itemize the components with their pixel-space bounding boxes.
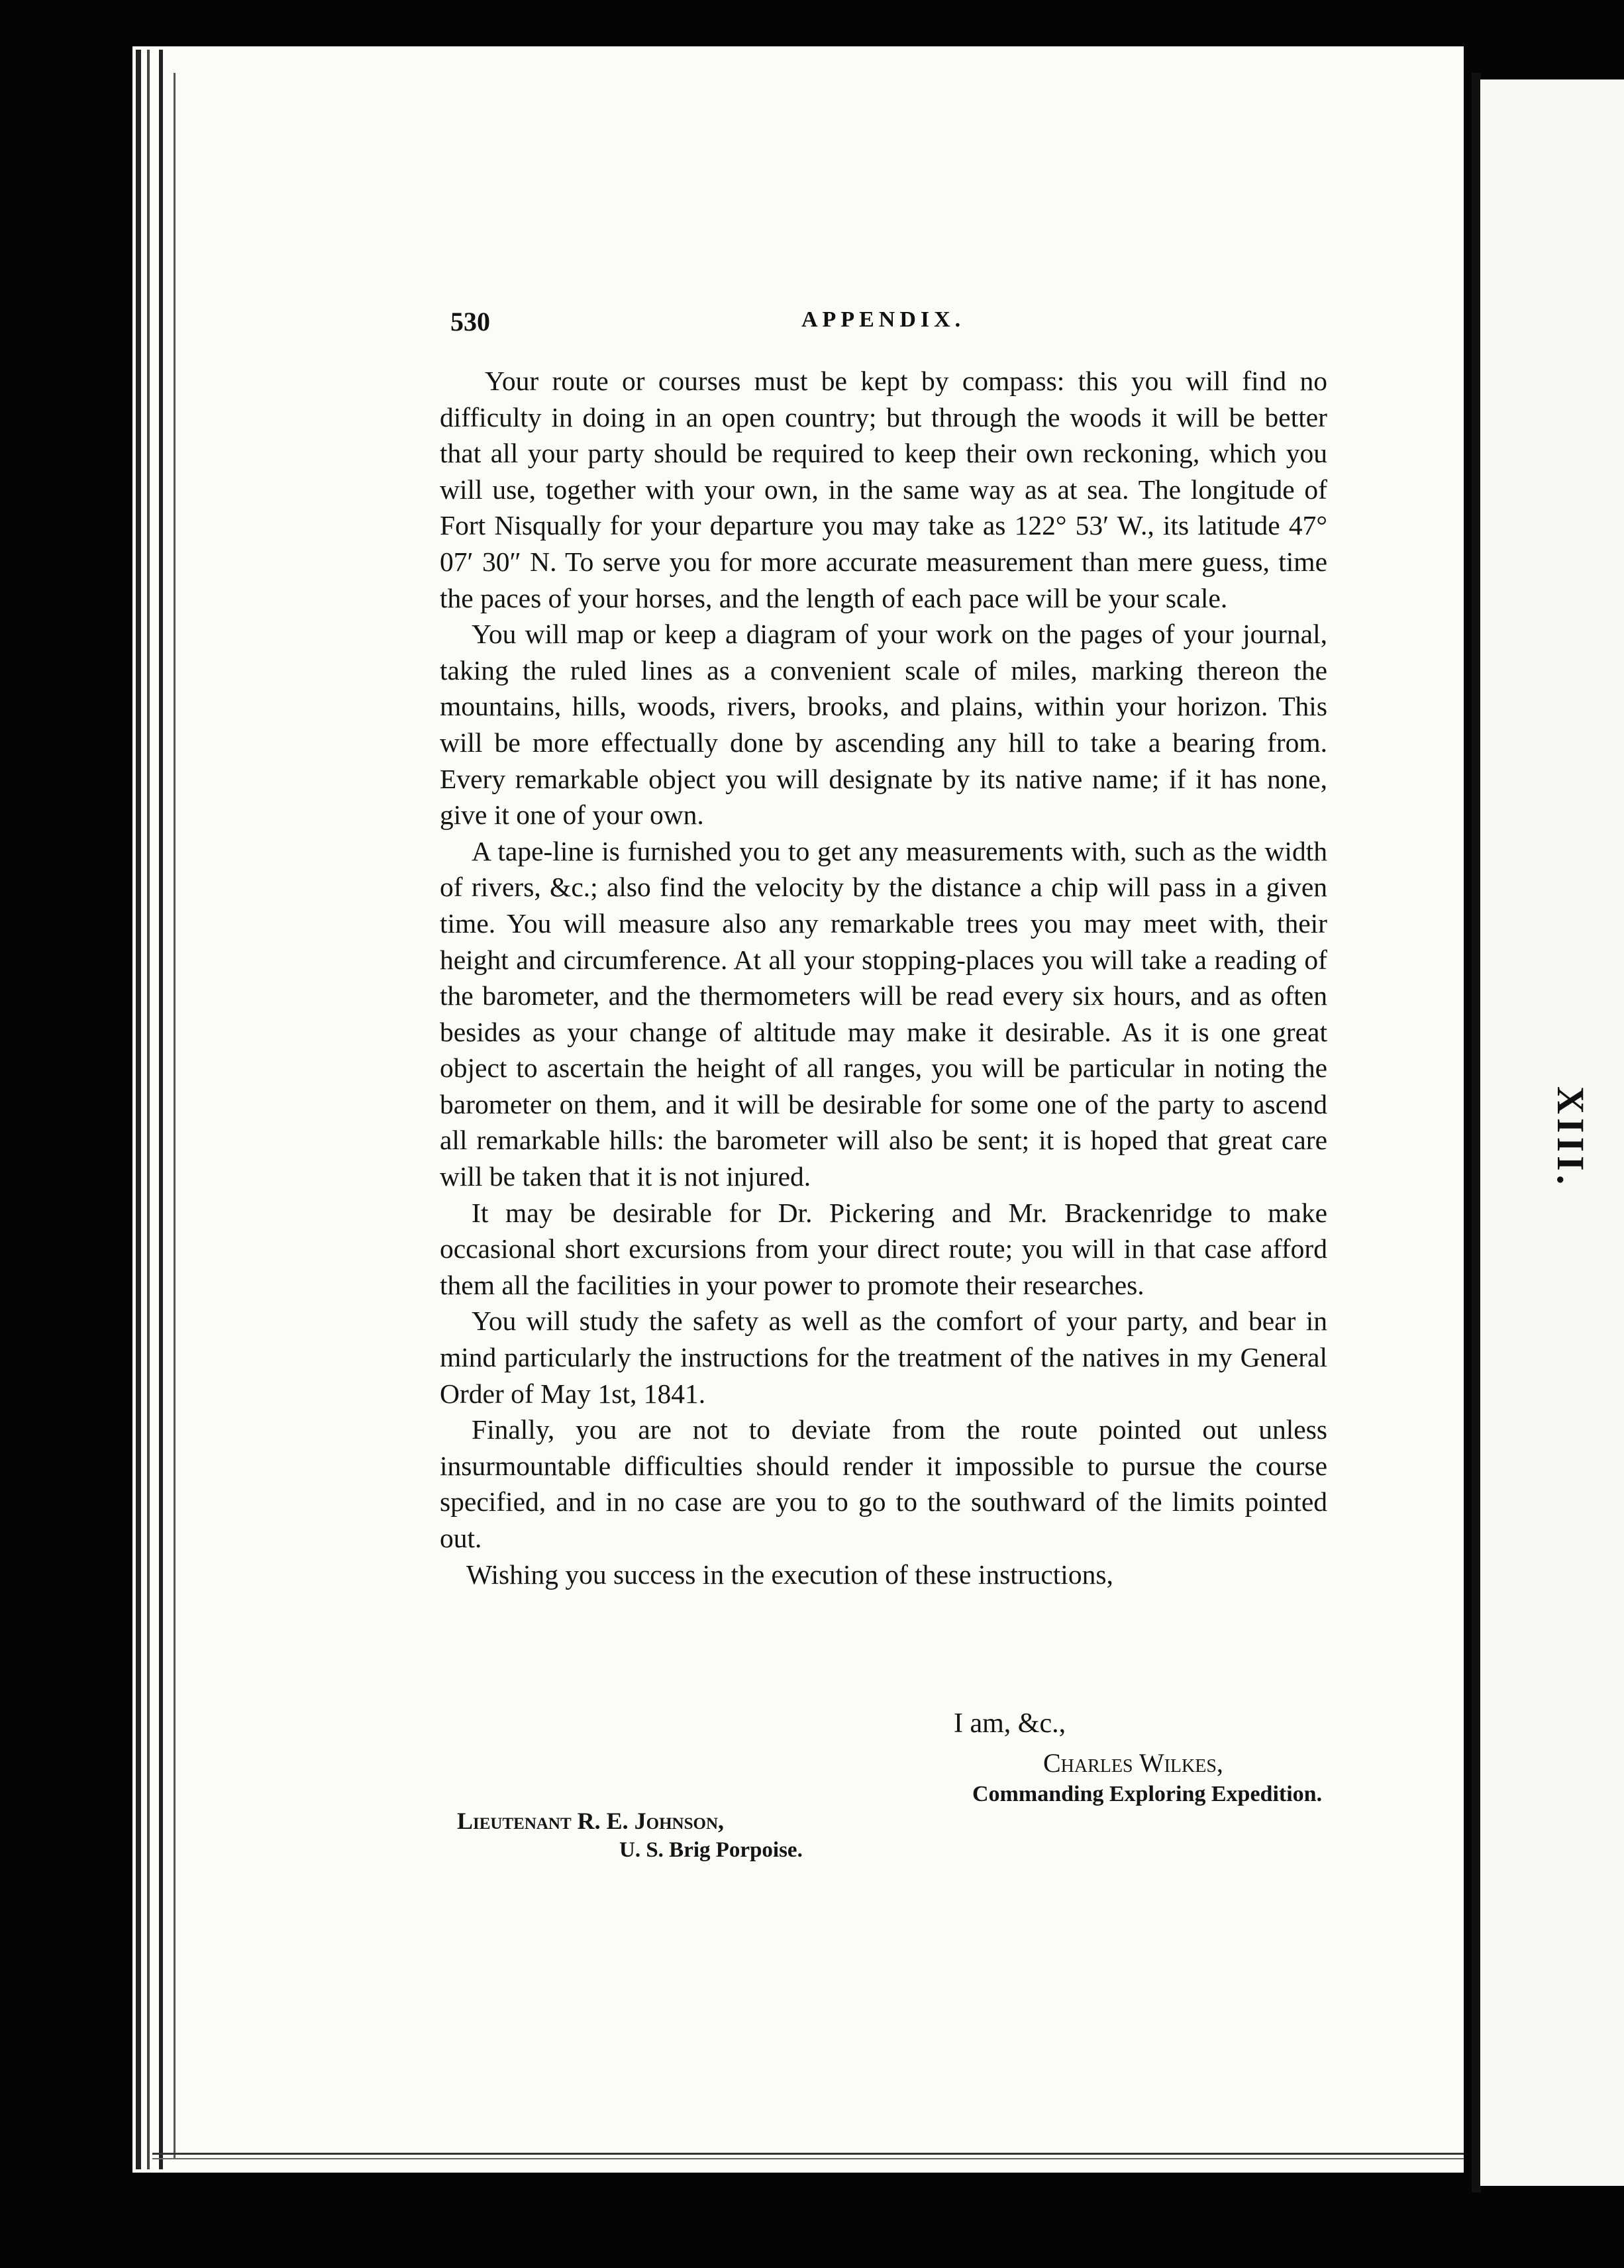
addressee-ship: U. S. Brig Porpoise. bbox=[619, 1838, 803, 1862]
paragraph: It may be desirable for Dr. Pickering and Mr. Brackenridge to make occasional short excursions from your direct route; you will in that case afford them all the facilities in your power to promote their researches. bbox=[440, 1197, 1327, 1300]
binding-line bbox=[147, 50, 150, 2169]
binding-line bbox=[159, 50, 163, 2169]
facing-page-edge bbox=[1472, 73, 1481, 2192]
closing-paragraph: Wishing you success in the execution of these instructions, bbox=[466, 1559, 1113, 1590]
salutation: I am, &c., bbox=[954, 1708, 1066, 1739]
running-title: APPENDIX. bbox=[801, 307, 966, 332]
signatory-title: Commanding Exploring Expedition. bbox=[972, 1782, 1323, 1806]
bottom-rule bbox=[152, 2158, 1464, 2159]
binding-line bbox=[136, 50, 141, 2169]
binding-line bbox=[174, 73, 176, 2159]
body-text bbox=[440, 363, 1327, 1592]
paragraph: Finally, you are not to deviate from the route pointed out unless insurmountable difficulties should render it impossible to pursue the course specified, and in no case are you to go to the southward of the limits pointed out. bbox=[440, 1414, 1327, 1553]
addressee-name: Lieutenant R. E. Johnson, bbox=[457, 1808, 725, 1834]
facing-page-margin-text: XIII. bbox=[1549, 1086, 1592, 1189]
signatory-name: Charles Wilkes, bbox=[1043, 1748, 1223, 1778]
paragraph: Your route or courses must be kept by compass: this you will find no difficulty in doing in an open country; but through the woods it will be better that all your party should be required to keep their own reckoning, which you will use, together with your own, in the same way as at sea. The longitude of Fort Nisqually for your departure you may take as 122° 53′ W., its latitude 47° 07′ 30″ N. To serve you for more accurate measurement than mere guess, time the paces of your horses, and the length of each pace will be your scale. bbox=[440, 366, 1327, 613]
bottom-rule bbox=[152, 2153, 1464, 2155]
paragraph: You will study the safety as well as the comfort of your party, and bear in mind particularly the instructions for the treatment of the natives in my General Order of May 1st, 1841. bbox=[440, 1306, 1327, 1409]
paragraph: A tape-line is furnished you to get any measurements with, such as the width of rivers, &c.; also find the velocity by the distance a chip will pass in a given time. You will measure also any remarkable trees you may meet with, their height and circumference. At all your stopping-places you will take a reading of the barometer, and the thermometers will be read every six hours, and as often besides as your change of altitude may make it desirable. As it is one great object to ascertain the height of all ranges, you will be particular in noting the barometer on them, and it will be desirable for some one of the party to ascend all remarkable hills: the barometer will also be sent; it is hoped that great care will be taken that it is not injured. bbox=[440, 835, 1327, 1192]
running-head bbox=[450, 306, 1331, 346]
page-number: 530 bbox=[450, 307, 490, 336]
paragraph: You will map or keep a diagram of your work on the pages of your journal, taking the ruled lines as a convenient scale of miles, marking thereon the mountains, hills, woods, rivers, brooks, and plains, within your horizon. This will be more effectually done by ascending any hill to take a bearing from. Every remarkable object you will designate by its native name; if it has none, give it one of your own. bbox=[440, 619, 1327, 831]
